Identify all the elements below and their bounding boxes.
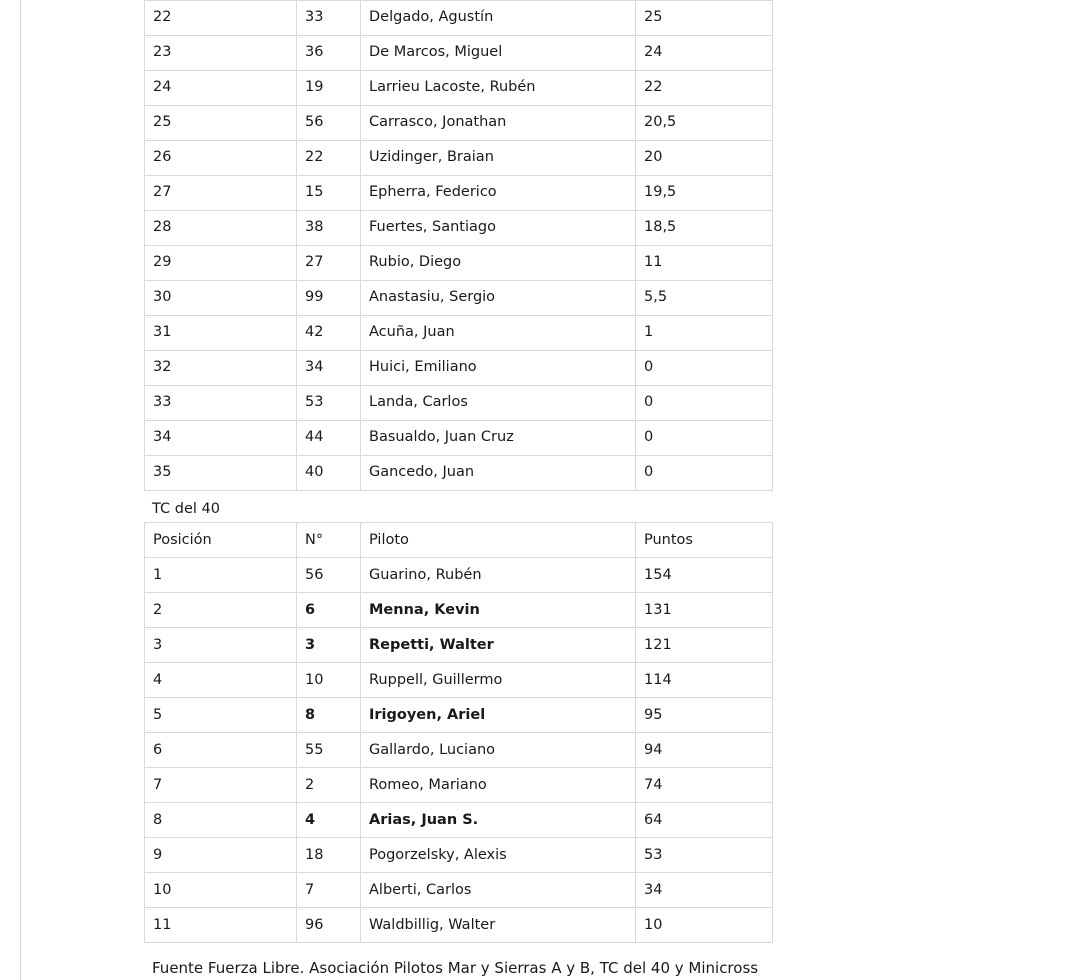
standings-cell-position: 30 — [145, 281, 297, 316]
tc40-cell-number: 18 — [297, 838, 361, 873]
standings-cell-points: 1 — [636, 316, 773, 351]
tc40-cell-number: 56 — [297, 558, 361, 593]
tc40-cell-driver: Alberti, Carlos — [361, 873, 636, 908]
tc40-cell-points: 53 — [636, 838, 773, 873]
tc40-cell-driver: Irigoyen, Ariel — [361, 698, 636, 733]
standings-cell-driver: Acuña, Juan — [361, 316, 636, 351]
tc40-cell-driver: Menna, Kevin — [361, 593, 636, 628]
standings-cell-position: 31 — [145, 316, 297, 351]
standings-cell-points: 18,5 — [636, 211, 773, 246]
table-row — [145, 176, 773, 211]
tc40-cell-position: 11 — [145, 908, 297, 943]
standings-cell-points: 5,5 — [636, 281, 773, 316]
tc40-cell-position: 7 — [145, 768, 297, 803]
tc40-cell-position: 9 — [145, 838, 297, 873]
tc40-cell-points: 34 — [636, 873, 773, 908]
document-content — [144, 0, 784, 979]
table-row — [145, 698, 773, 733]
section-title-tc40: TC del 40 — [152, 501, 220, 517]
tc40-cell-driver: Arias, Juan S. — [361, 803, 636, 838]
standings-cell-driver: Uzidinger, Braian — [361, 141, 636, 176]
standings-cell-position: 29 — [145, 246, 297, 281]
tc40-cell-position: 8 — [145, 803, 297, 838]
standings-cell-number: 56 — [297, 106, 361, 141]
table-row — [145, 211, 773, 246]
standings-cell-position: 28 — [145, 211, 297, 246]
tc40-cell-number: 4 — [297, 803, 361, 838]
standings-cell-number: 99 — [297, 281, 361, 316]
tc40-cell-position: 5 — [145, 698, 297, 733]
tc40-cell-driver: Ruppell, Guillermo — [361, 663, 636, 698]
tc40-cell-position: 10 — [145, 873, 297, 908]
table-row — [145, 36, 773, 71]
tc40-cell-points: 95 — [636, 698, 773, 733]
tc40-cell-number: 6 — [297, 593, 361, 628]
standings-cell-position: 24 — [145, 71, 297, 106]
standings-cell-position: 27 — [145, 176, 297, 211]
standings-cell-driver: Carrasco, Jonathan — [361, 106, 636, 141]
standings-cell-driver: Epherra, Federico — [361, 176, 636, 211]
tc40-header-number: N° — [297, 523, 361, 558]
standings-cell-number: 53 — [297, 386, 361, 421]
standings-cell-driver: Gancedo, Juan — [361, 456, 636, 491]
standings-cell-position: 26 — [145, 141, 297, 176]
tc40-cell-position: 4 — [145, 663, 297, 698]
table-header-row — [145, 523, 773, 558]
source-note: Fuente Fuerza Libre. Asociación Pilotos Mar y Sierras A y B, TC del 40 y Minicross — [152, 959, 759, 978]
tc40-cell-number: 10 — [297, 663, 361, 698]
standings-cell-points: 0 — [636, 456, 773, 491]
table-row — [145, 873, 773, 908]
standings-cell-number: 15 — [297, 176, 361, 211]
standings-cell-driver: Larrieu Lacoste, Rubén — [361, 71, 636, 106]
standings-cell-position: 22 — [145, 1, 297, 36]
standings-cell-points: 0 — [636, 351, 773, 386]
table-row — [145, 281, 773, 316]
standings-cell-points: 20 — [636, 141, 773, 176]
standings-cell-number: 34 — [297, 351, 361, 386]
standings-cell-points: 24 — [636, 36, 773, 71]
tc40-cell-number: 2 — [297, 768, 361, 803]
standings-cell-position: 33 — [145, 386, 297, 421]
standings-cell-driver: Rubio, Diego — [361, 246, 636, 281]
tc40-cell-number: 3 — [297, 628, 361, 663]
standings-cell-driver: Huici, Emiliano — [361, 351, 636, 386]
tc40-cell-position: 3 — [145, 628, 297, 663]
standings-cell-driver: Landa, Carlos — [361, 386, 636, 421]
tc40-cell-driver: Repetti, Walter — [361, 628, 636, 663]
standings-cell-driver: Basualdo, Juan Cruz — [361, 421, 636, 456]
tc40-cell-points: 74 — [636, 768, 773, 803]
tc40-cell-driver: Romeo, Mariano — [361, 768, 636, 803]
tc40-table — [144, 522, 773, 943]
tc40-cell-driver: Gallardo, Luciano — [361, 733, 636, 768]
tc40-cell-points: 114 — [636, 663, 773, 698]
tc40-header-driver: Piloto — [361, 523, 636, 558]
table-row — [145, 141, 773, 176]
table-row — [145, 246, 773, 281]
tc40-cell-position: 6 — [145, 733, 297, 768]
standings-cell-number: 42 — [297, 316, 361, 351]
table-row — [145, 838, 773, 873]
table-row — [145, 456, 773, 491]
table-row — [145, 386, 773, 421]
standings-cell-points: 19,5 — [636, 176, 773, 211]
table-row — [145, 1, 773, 36]
standings-cell-points: 0 — [636, 421, 773, 456]
tc40-cell-points: 64 — [636, 803, 773, 838]
standings-cell-number: 36 — [297, 36, 361, 71]
standings-cell-number: 19 — [297, 71, 361, 106]
table-row — [145, 733, 773, 768]
table-row — [145, 663, 773, 698]
tc40-cell-position: 2 — [145, 593, 297, 628]
tc40-cell-points: 131 — [636, 593, 773, 628]
standings-cell-driver: Anastasiu, Sergio — [361, 281, 636, 316]
standings-cell-number: 33 — [297, 1, 361, 36]
tc40-header-position: Posición — [145, 523, 297, 558]
table-row — [145, 768, 773, 803]
standings-cell-position: 23 — [145, 36, 297, 71]
standings-cell-points: 0 — [636, 386, 773, 421]
tc40-cell-driver: Waldbillig, Walter — [361, 908, 636, 943]
table-row — [145, 803, 773, 838]
table-row — [145, 316, 773, 351]
standings-cell-points: 11 — [636, 246, 773, 281]
page-left-rule — [20, 0, 21, 980]
table-row — [145, 351, 773, 386]
standings-cell-number: 27 — [297, 246, 361, 281]
standings-cell-number: 22 — [297, 141, 361, 176]
standings-cell-points: 20,5 — [636, 106, 773, 141]
standings-cell-points: 22 — [636, 71, 773, 106]
standings-cell-position: 32 — [145, 351, 297, 386]
tc40-cell-number: 55 — [297, 733, 361, 768]
tc40-cell-number: 96 — [297, 908, 361, 943]
tc40-cell-points: 94 — [636, 733, 773, 768]
standings-cell-points: 25 — [636, 1, 773, 36]
standings-cell-position: 25 — [145, 106, 297, 141]
standings-cell-driver: De Marcos, Miguel — [361, 36, 636, 71]
tc40-cell-driver: Guarino, Rubén — [361, 558, 636, 593]
tc40-cell-points: 121 — [636, 628, 773, 663]
tc40-cell-driver: Pogorzelsky, Alexis — [361, 838, 636, 873]
standings-cell-number: 38 — [297, 211, 361, 246]
table-row — [145, 421, 773, 456]
standings-cell-driver: Fuertes, Santiago — [361, 211, 636, 246]
table-row — [145, 558, 773, 593]
tc40-header-points: Puntos — [636, 523, 773, 558]
tc40-cell-position: 1 — [145, 558, 297, 593]
standings-table-continued — [144, 0, 773, 491]
tc40-cell-number: 8 — [297, 698, 361, 733]
table-row — [145, 106, 773, 141]
tc40-cell-points: 10 — [636, 908, 773, 943]
standings-cell-position: 35 — [145, 456, 297, 491]
standings-cell-driver: Delgado, Agustín — [361, 1, 636, 36]
table-row — [145, 908, 773, 943]
standings-cell-position: 34 — [145, 421, 297, 456]
table-row — [145, 628, 773, 663]
table-row — [145, 593, 773, 628]
standings-cell-number: 44 — [297, 421, 361, 456]
standings-cell-number: 40 — [297, 456, 361, 491]
tc40-cell-number: 7 — [297, 873, 361, 908]
tc40-cell-points: 154 — [636, 558, 773, 593]
table-row — [145, 71, 773, 106]
